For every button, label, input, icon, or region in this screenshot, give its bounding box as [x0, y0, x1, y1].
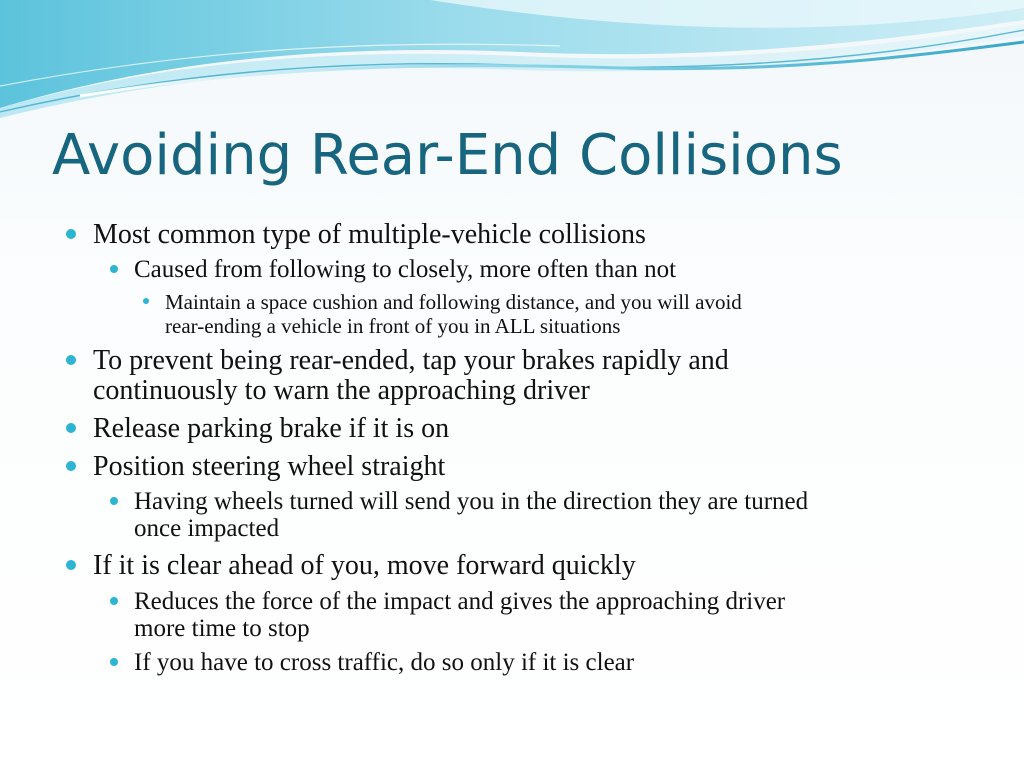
bullet-dot-icon — [66, 560, 76, 570]
bullet-text: Reduces the force of the impact and gives the approaching driver — [134, 588, 786, 615]
bullet-item — [134, 256, 676, 283]
bullet-dot-icon — [66, 355, 76, 365]
bullet-text: Release parking brake if it is on — [93, 413, 450, 444]
bullet-item — [93, 551, 636, 581]
bullet-item — [93, 452, 445, 482]
bullet-dot-icon — [143, 298, 149, 304]
bullet-dot-icon — [66, 229, 76, 239]
bullet-dot-icon — [66, 423, 76, 433]
bullet-text: continuously to warn the approaching driver — [93, 375, 590, 406]
bullet-dot-icon — [110, 265, 118, 273]
bullet-text: once impacted — [134, 515, 280, 542]
bullet-text: Maintain a space cushion and following distance, and you will avoid — [165, 290, 742, 314]
bullet-text: Most common type of multiple-vehicle collisions — [93, 219, 646, 250]
bullet-text: rear-ending a vehicle in front of you in ALL situations — [165, 314, 621, 338]
bullet-text: If it is clear ahead of you, move forward quickly — [93, 550, 636, 581]
bullet-item — [134, 488, 808, 542]
bullet-item — [134, 649, 634, 676]
bullet-text: If you have to cross traffic, do so only if it is clear — [134, 649, 635, 676]
bullet-text: Position steering wheel straight — [93, 451, 446, 482]
bullet-item — [93, 414, 449, 444]
bullet-text: To prevent being rear-ended, tap your brakes rapidly and — [93, 345, 729, 376]
bullet-text: more time to stop — [134, 615, 310, 642]
bullet-dot-icon — [110, 658, 118, 666]
bullet-item — [165, 290, 742, 338]
bullet-dot-icon — [66, 461, 76, 471]
bullet-item — [93, 220, 646, 250]
bullet-item — [93, 346, 729, 406]
bullet-item — [134, 588, 785, 642]
slide-title: Avoiding Rear-End Collisions — [52, 123, 843, 188]
bullet-dot-icon — [110, 597, 118, 605]
bullet-dot-icon — [110, 497, 118, 505]
bullet-text: Having wheels turned will send you in the direction they are turned — [134, 488, 809, 515]
bullet-text: Caused from following to closely, more often than not — [134, 256, 677, 283]
